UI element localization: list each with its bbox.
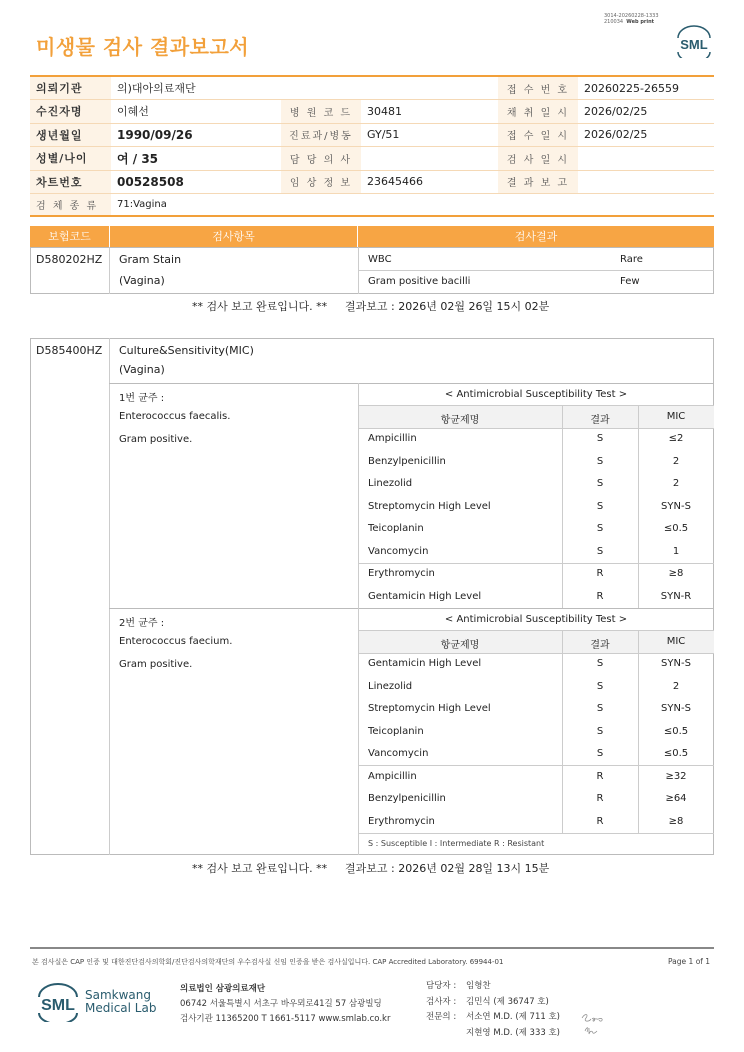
gram-item: Gram Stain [119,253,182,266]
gram-result-name: Gram positive bacilli [368,276,471,287]
culture-notice-done: ** 검사 보고 완료입니다. ** [192,862,328,875]
staff-name: 임형찬 [466,981,491,991]
divider [109,247,110,294]
ast-drug-name: Gentamicin High Level [368,658,482,669]
staff-role: 전문의 : [426,1012,457,1022]
ast-mic: ≤0.5 [663,725,689,737]
ast-mic: SYN-S [661,500,691,512]
ast-drug-name: Gentamicin High Level [368,590,482,602]
ast1-title: < Antimicrobial Susceptibility Test > [444,389,628,400]
ast-mic: ≥8 [668,815,684,827]
receipt-no-value: 20260225-26559 [578,76,714,100]
gram-notice-time: 결과보고 : 2026년 02월 26일 15시 02분 [345,300,550,313]
document-code [604,13,659,25]
col-header-code: 보험코드 [30,226,109,247]
ast-mic: ≤0.5 [663,523,689,534]
ast-drug-name: Teicoplanin [368,725,424,737]
staff-block [426,979,560,1041]
institution-block [180,982,390,1027]
ast-result: S [596,680,604,692]
inst-contact: 검사기관 11365200 T 1661-5117 www.smlab.co.kr [180,1014,391,1024]
organism1-label: 1번 균주 : [119,393,165,404]
document-code-id: 210034 [604,19,624,25]
hospital-code-label: 병 원 코 드 [281,100,361,124]
gram-notice-done: ** 검사 보고 완료입니다. ** [192,300,328,313]
ast-drug-name: Erythromycin [368,568,435,579]
organism2-name: Enterococcus faecium. [119,636,233,647]
culture-item: Culture&Sensitivity(MIC) [119,344,254,357]
ast-result: S [596,658,604,669]
culture-code: D585400HZ [36,344,103,357]
gram-result-value: Few [620,276,640,287]
ast-result: R [596,815,604,827]
gram-code: D580202HZ [36,253,103,266]
ast-mic: ≥64 [665,793,687,804]
ast-mic: 2 [672,455,680,467]
report-title: 미생물 검사 결과보고서 [36,35,250,59]
sex-age-label: 성별/나이 [30,147,111,171]
ast-mic: 1 [672,545,680,557]
divider [358,428,714,429]
dept-value: GY/51 [361,123,498,147]
ast-drug-name: Linezolid [368,680,413,692]
ast-result: S [596,748,604,759]
ast-result: S [596,455,604,467]
ast-mic: ≥8 [668,568,684,579]
receipt-date-value: 2026/02/25 [578,123,714,147]
legend: S : Susceptible I : Intermediate R : Resistant [368,839,545,848]
divider [358,765,714,766]
sex-age-value: 여 / 35 [111,147,281,171]
ast-mic: SYN-R [660,590,692,602]
ast-mic: ≤0.5 [663,748,689,759]
culture-specimen: (Vagina) [119,363,165,376]
ast-result: S [596,478,604,489]
gram-result-value: Rare [620,254,643,265]
brand-name [85,989,156,1015]
ast-result: R [596,568,604,579]
divider [358,653,714,654]
patient-info-table [30,75,714,217]
inst-name: 의료법인 삼광의료재단 [180,984,266,994]
birth-label: 생년월일 [30,123,111,147]
divider [358,563,714,564]
staff-name: 서소연 M.D. (제 711 호) [466,1012,561,1022]
organism2-label: 2번 균주 : [119,618,165,629]
divider [109,608,714,609]
ast2-col-result: 결과 [590,640,610,651]
organism1-name: Enterococcus faecalis. [119,411,231,422]
ast-result: R [596,793,604,804]
ast-drug-name: Linezolid [368,478,413,489]
divider [109,383,714,384]
chart-value: 00528508 [111,170,281,194]
ast2-col-mic: MIC [666,636,686,647]
page-number: Page 1 of 1 [668,957,711,966]
ast-mic: ≥32 [665,770,687,782]
specimen-label: 검 체 종 류 [30,194,111,216]
ast-result: S [596,725,604,737]
col-header-item: 검사항목 [110,226,357,247]
ast1-col-result: 결과 [590,415,610,426]
gram-specimen: (Vagina) [119,274,165,287]
collect-date-label: 채 취 일 시 [498,100,578,124]
signature-icon [579,1010,607,1038]
ast-mic: ≤2 [668,433,684,444]
col-header-result: 검사결과 [358,226,714,247]
receipt-no-label: 접 수 번 호 [498,76,578,100]
receipt-date-label: 접 수 일 시 [498,123,578,147]
ast2-title: < Antimicrobial Susceptibility Test > [444,614,628,625]
chart-label: 차트번호 [30,170,111,194]
organism2-gram: Gram positive. [119,659,193,670]
ast-result: R [596,590,604,602]
culture-notice-time: 결과보고 : 2026년 02월 28일 13시 15분 [345,862,550,875]
inst-address: 06742 서울특별시 서초구 바우뫼로41길 57 삼광빌딩 [180,999,382,1009]
report-value [578,170,714,194]
doctor-value [361,147,498,171]
ast-drug-name: Ampicillin [368,433,417,444]
test-date-value [578,147,714,171]
gram-result-name: WBC [368,254,392,265]
institution-label: 의뢰기관 [30,76,111,100]
organism1-gram: Gram positive. [119,434,193,445]
ast1-col-mic: MIC [666,411,686,422]
divider [358,270,714,271]
ast-drug-name: Vancomycin [368,748,429,759]
accreditation-note: 본 검사실은 CAP 인증 및 대한진단검사의학회/진단검사의학재단의 우수검사실 신임 인증을 받은 검사실입니다. CAP Accredited Laboratory. 69944-01 [32,958,504,966]
logo-text: SML [41,997,75,1014]
divider [358,833,714,834]
name-value: 이혜선 [111,100,281,124]
birth-value: 1990/09/26 [111,123,281,147]
staff-role: 검사자 : [426,996,457,1007]
staff-name: 지현영 M.D. (제 333 호) [466,1027,561,1038]
ast-mic: 2 [672,680,680,692]
test-date-label: 검 사 일 시 [498,147,578,171]
ast-result: S [596,703,604,714]
ast-drug-name: Teicoplanin [368,523,424,534]
brand-line1: Samkwang [85,988,151,1002]
ast-result: S [596,500,604,512]
ast-result: S [596,545,604,557]
ast-drug-name: Erythromycin [368,815,435,827]
ast-result: R [596,770,604,782]
ast-drug-name: Vancomycin [368,545,429,557]
staff-role: 담당자 : [426,981,457,991]
document-code-line1: 3014-20260228-1333 [604,13,659,19]
ast-mic: 2 [672,478,680,489]
sml-logo-icon [674,24,714,58]
clinical-value: 23645466 [361,170,498,194]
ast1-col-drug: 항균제명 [440,415,480,426]
clinical-label: 임 상 정 보 [281,170,361,194]
ast2-col-drug: 항균제명 [440,640,480,651]
sml-logo-icon [36,982,80,1022]
ast-result: S [596,523,604,534]
ast-drug-name: Ampicillin [368,770,417,782]
ast-drug-name: Streptomycin High Level [368,703,491,714]
dept-label: 진료과/병동 [281,123,361,147]
specimen-value: 71:Vagina [111,194,714,216]
ast-result: S [596,433,604,444]
hospital-code-value: 30481 [361,100,498,124]
report-label: 결 과 보 고 [498,170,578,194]
institution-value: 의)대아의료재단 [111,76,498,100]
ast-drug-name: Benzylpenicillin [368,455,446,467]
doctor-label: 담 당 의 사 [281,147,361,171]
divider [109,338,110,855]
ast-mic: SYN-S [661,658,691,669]
ast-drug-name: Streptomycin High Level [368,500,491,512]
web-print-label: Web print [626,19,655,25]
staff-name: 김민식 (제 36747 호) [466,996,549,1007]
collect-date-value: 2026/02/25 [578,100,714,124]
name-label: 수진자명 [30,100,111,124]
footer-divider [30,947,714,949]
ast-drug-name: Benzylpenicillin [368,793,446,804]
brand-line2: Medical Lab [85,1001,157,1015]
logo-text: SML [680,37,708,52]
ast-mic: SYN-S [661,703,691,714]
